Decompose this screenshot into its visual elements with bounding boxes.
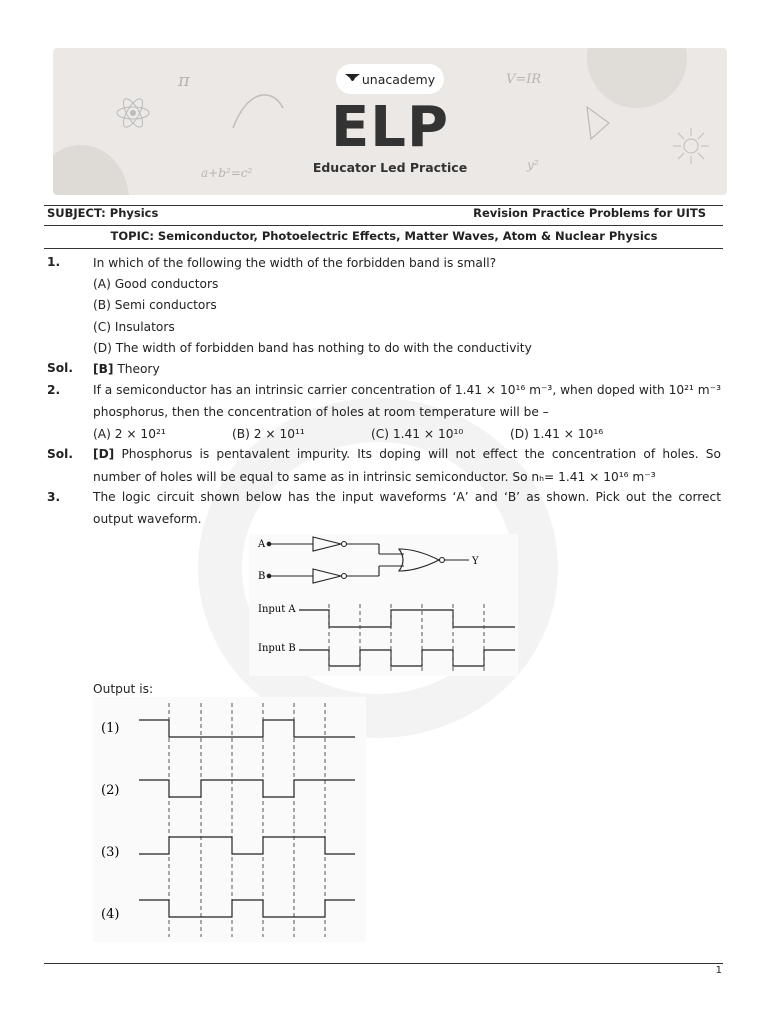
footer-rule [44,963,723,964]
header-rule [44,248,723,249]
solution-label: Sol. [47,447,73,461]
page-number: 1 [715,965,722,976]
input-b-label: B [258,571,266,582]
option-3-waveform [139,837,355,854]
option-a: (A) Good conductors [93,277,219,291]
unacademy-logo [336,64,444,94]
option-b: (B) Semi conductors [93,298,217,312]
question-text: In which of the following the width of the forbidden band is small? [93,256,497,270]
header-rule [44,225,723,226]
option-1-waveform [139,720,355,737]
answer-key: [D] [93,447,115,461]
answer-key: [B] [93,362,114,376]
solution-body: Phosphorus is pentavalent impurity. Its doping will not effect the concentration of holes. So [121,447,722,461]
question-text: If a semiconductor has an intrinsic carrier concentration of 1.41 × 10¹⁶ m⁻³, when doped with 10²¹ m⁻³ [93,383,721,397]
output-y-label: Y [472,556,479,567]
option-4-waveform [139,900,355,917]
question-number: 3. [47,490,61,504]
solution-text [93,361,160,377]
solution-body: Theory [117,362,160,376]
output-label: Output is: [93,682,154,696]
option-2-waveform [139,780,355,797]
subject-label: SUBJECT: Physics [47,206,159,220]
option-2-label: (2) [101,783,120,798]
option-c: (C) 1.41 × 10¹⁰ [371,427,464,441]
sheet-title: Revision Practice Problems for UITS [473,206,706,220]
question-text: output waveform. [93,512,202,526]
input-a-label: A [258,539,266,550]
option-b: (B) 2 × 10¹¹ [232,427,305,441]
option-4-label: (4) [101,907,120,922]
option-a: (A) 2 × 10²¹ [93,427,166,441]
banner-title: ELP [331,95,449,160]
output-waveforms-diagram [93,697,366,942]
input-a-waveform [299,610,515,627]
option-3-label: (3) [101,845,120,860]
question-text: The logic circuit shown below has the input waveforms ‘A’ and ‘B’ as shown. Pick out the correct [93,490,721,504]
y-squared-doodle: y² [527,158,539,172]
logic-circuit-figure [249,534,518,676]
brand-name: unacademy [361,71,436,87]
solution-text: number of holes will be equal to same as in intrinsic semiconductor. So nₕ= 1.41 × 10¹⁶ m⁻³ [93,470,656,484]
option-1-label: (1) [101,721,120,736]
input-a-wave-label: Input A [258,604,296,615]
option-d: (D) 1.41 × 10¹⁶ [510,427,604,441]
ohms-law-doodle: V=IR [506,72,542,87]
graduation-cap-icon [345,74,360,84]
question-number: 2. [47,383,61,397]
banner-subtitle: Educator Led Practice [312,160,468,175]
pythagoras-doodle: a+b²=c² [201,166,253,180]
question-number: 1. [47,255,61,269]
output-waveform-options [93,697,366,942]
question-text: phosphorus, then the concentration of holes at room temperature will be – [93,405,549,419]
option-d: (D) The width of forbidden band has nothing to do with the conductivity [93,341,532,355]
topic-label: TOPIC: Semiconductor, Photoelectric Effects, Matter Waves, Atom & Nuclear Physics [110,229,658,243]
option-c: (C) Insulators [93,320,175,334]
input-b-wave-label: Input B [258,643,296,654]
input-b-waveform [299,650,515,666]
solution-label: Sol. [47,361,73,375]
pi-doodle: π [178,70,190,91]
elp-banner [53,48,727,195]
logic-circuit-diagram [249,534,518,676]
solution-text [93,447,721,461]
